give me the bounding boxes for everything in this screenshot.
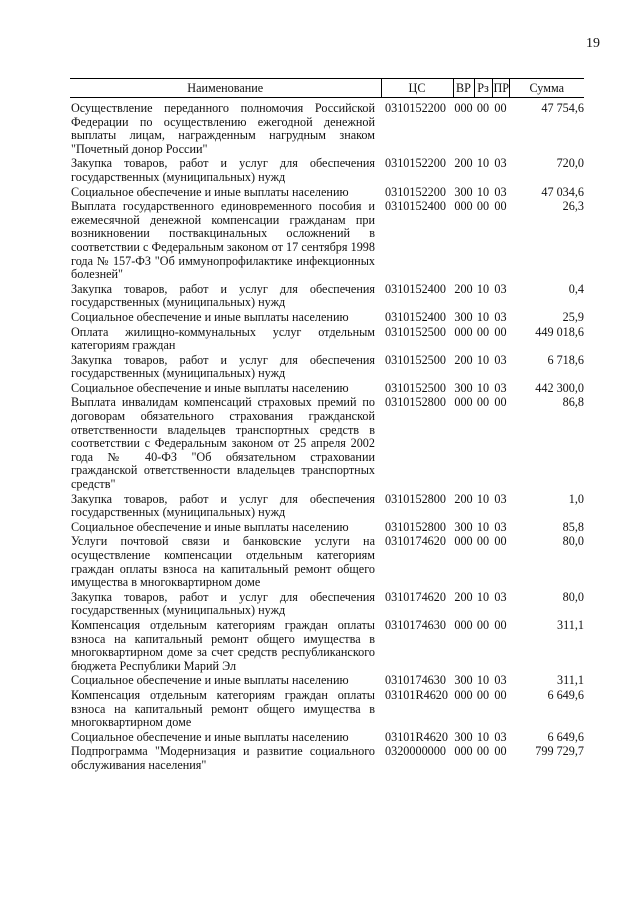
table-row	[70, 674, 584, 689]
row-rz: 10	[476, 380, 490, 395]
row-vr: 300	[454, 380, 473, 395]
row-pr: 00	[494, 617, 507, 632]
row-code: 03101R4620	[385, 687, 448, 702]
row-pr: 03	[494, 519, 507, 534]
header-vr: ВР	[453, 79, 474, 98]
row-sum: 47 754,6	[541, 101, 584, 115]
row-code: 0310174620	[385, 589, 446, 604]
row-name: Закупка товаров, работ и услуг для обеспечения государственных (муниципальных) нужд	[71, 156, 375, 184]
row-code: 0310174630	[385, 617, 446, 632]
row-rz: 10	[476, 519, 490, 534]
row-sum: 311,1	[557, 673, 584, 688]
row-pr: 03	[494, 491, 507, 506]
table-row	[70, 354, 584, 382]
row-name: Закупка товаров, работ и услуг для обеспечения государственных (муниципальных) нужд	[71, 352, 375, 381]
row-code: 0310152500	[385, 352, 446, 367]
row-vr: 000	[454, 395, 473, 410]
row-pr: 03	[494, 589, 507, 604]
table-header	[70, 79, 584, 98]
row-pr: 03	[494, 156, 507, 171]
row-code: 0310152200	[385, 184, 446, 199]
row-rz: 00	[476, 534, 490, 549]
row-rz: 10	[476, 281, 490, 296]
row-vr: 000	[454, 687, 473, 702]
row-vr: 200	[454, 491, 473, 506]
row-pr: 03	[494, 352, 507, 367]
row-sum: 442 300,0	[535, 380, 584, 395]
header-pr: ПР	[492, 79, 509, 98]
table-row	[70, 591, 584, 619]
row-rz: 10	[476, 309, 490, 324]
row-pr: 00	[494, 744, 507, 759]
row-pr: 03	[494, 281, 507, 296]
table-row	[70, 689, 584, 731]
row-vr: 200	[454, 589, 473, 604]
row-vr: 000	[454, 617, 473, 632]
table-row	[70, 186, 584, 201]
row-name: Компенсация отдельным категориям граждан оплаты взноса на капитальный ремонт общего имущества в многоквартирном доме	[71, 687, 375, 730]
row-code: 0320000000	[385, 744, 446, 759]
row-sum: 80,0	[562, 589, 584, 604]
table-row	[70, 619, 584, 674]
row-name: Выплата инвалидам компенсаций страховых премий по договорам обязательного страхования гражданской ответственности владельцев транспортных средств в соответствии с Федеральным законом от 25 апреля 2002 года № 40-ФЗ "Об обязательном страховании гражданской ответственности владельцев транспортных средств"	[71, 395, 375, 492]
table-row	[70, 98, 584, 158]
row-rz: 10	[476, 729, 490, 744]
row-code: 0310152800	[385, 395, 446, 410]
header-sum: Сумма	[509, 79, 584, 98]
row-name: Социальное обеспечение и иные выплаты населению	[71, 380, 349, 395]
row-vr: 300	[454, 729, 473, 744]
row-name: Социальное обеспечение и иные выплаты населению	[71, 309, 349, 324]
header-cs: ЦС	[381, 79, 453, 98]
row-code: 0310174620	[385, 534, 446, 549]
row-sum: 47 034,6	[541, 184, 584, 199]
row-code: 0310152200	[385, 156, 446, 171]
row-sum: 449 018,6	[535, 324, 584, 339]
row-vr: 200	[454, 281, 473, 296]
row-name: Закупка товаров, работ и услуг для обеспечения государственных (муниципальных) нужд	[71, 281, 375, 310]
row-rz: 10	[476, 156, 490, 171]
budget-table	[70, 78, 584, 774]
row-vr: 200	[454, 352, 473, 367]
table-row	[70, 326, 584, 354]
row-name: Социальное обеспечение и иные выплаты населению	[71, 729, 349, 744]
row-code: 0310152200	[385, 101, 446, 115]
row-pr: 03	[494, 673, 507, 688]
table-row	[70, 493, 584, 521]
row-name: Компенсация отдельным категориям граждан оплаты взноса на капитальный ремонт общего имущества в многоквартирном доме за счет средств республиканского бюджета Республики Марий Эл	[71, 617, 375, 673]
row-pr: 03	[494, 309, 507, 324]
row-vr: 000	[454, 101, 473, 115]
header-name: Наименование	[70, 79, 381, 98]
row-code: 0310152400	[385, 309, 446, 324]
table-row	[70, 157, 584, 185]
row-pr: 00	[494, 324, 507, 339]
row-name: Социальное обеспечение и иные выплаты населению	[71, 184, 349, 199]
row-name: Социальное обеспечение и иные выплаты населению	[71, 519, 349, 534]
row-pr: 00	[494, 395, 507, 410]
row-pr: 03	[494, 729, 507, 744]
row-sum: 25,9	[562, 309, 584, 324]
row-pr: 03	[494, 380, 507, 395]
row-vr: 000	[454, 324, 473, 339]
row-name: Подпрограмма "Модернизация и развитие социального обслуживания населения"	[71, 744, 375, 772]
row-sum: 80,0	[562, 534, 584, 549]
row-sum: 85,8	[562, 519, 584, 534]
row-vr: 000	[454, 199, 473, 214]
row-vr: 000	[454, 744, 473, 759]
row-rz: 00	[476, 324, 490, 339]
table-body	[70, 98, 584, 774]
table-row	[70, 731, 584, 746]
table-row	[70, 311, 584, 326]
row-rz: 00	[476, 744, 490, 759]
row-pr: 03	[494, 184, 507, 199]
row-name: Закупка товаров, работ и услуг для обеспечения государственных (муниципальных) нужд	[71, 589, 375, 618]
row-vr: 300	[454, 309, 473, 324]
row-name: Осуществление переданного полномочия Российской Федерации по осуществлению ежегодной денежной выплаты лицам, награжденным нагрудным знаком "Почетный донор России"	[71, 101, 375, 156]
row-pr: 00	[494, 199, 507, 214]
row-rz: 10	[476, 352, 490, 367]
row-rz: 10	[476, 589, 490, 604]
row-rz: 00	[476, 101, 490, 115]
row-vr: 000	[454, 534, 473, 549]
row-rz: 10	[476, 184, 490, 199]
row-sum: 799 729,7	[535, 744, 584, 759]
row-pr: 00	[494, 687, 507, 702]
row-vr: 300	[454, 673, 473, 688]
table-row	[70, 745, 584, 773]
row-code: 0310152800	[385, 519, 446, 534]
row-sum: 0,4	[568, 281, 584, 296]
row-rz: 10	[476, 673, 490, 688]
page-number: 19	[586, 36, 600, 51]
row-code: 0310152500	[385, 324, 446, 339]
row-code: 0310152400	[385, 199, 446, 214]
row-sum: 6 649,6	[547, 687, 584, 702]
table-row	[70, 283, 584, 311]
row-sum: 6 649,6	[547, 729, 584, 744]
row-sum: 311,1	[557, 617, 584, 632]
row-code: 0310152400	[385, 281, 446, 296]
row-sum: 1,0	[568, 491, 584, 506]
row-vr: 200	[454, 156, 473, 171]
row-code: 0310174630	[385, 673, 446, 688]
row-code: 0310152800	[385, 491, 446, 506]
row-name: Выплата государственного единовременного пособия и ежемесячной денежной компенсации гражданам при возникновении поствакцинальных осложнений в соответствии с Федеральным законом от 17 сентября 1998 года № 157-ФЗ "Об иммунопрофилактике инфекционных болезней"	[71, 199, 375, 282]
row-sum: 720,0	[556, 156, 584, 171]
row-pr: 00	[494, 534, 507, 549]
row-pr: 00	[494, 101, 507, 115]
row-rz: 00	[476, 199, 490, 214]
row-name: Услуги почтовой связи и банковские услуги на осуществление компенсации отдельным категориям граждан оплаты взноса на капитальный ремонт общего имущества в многоквартирном доме	[71, 534, 375, 590]
row-vr: 300	[454, 519, 473, 534]
row-name: Оплата жилищно-коммунальных услуг отдельным категориям граждан	[71, 324, 375, 353]
row-code: 0310152500	[385, 380, 446, 395]
row-sum: 6 718,6	[547, 352, 584, 367]
row-name: Закупка товаров, работ и услуг для обеспечения государственных (муниципальных) нужд	[71, 491, 375, 520]
table-row	[70, 200, 584, 283]
row-rz: 00	[476, 617, 490, 632]
table-row	[70, 382, 584, 397]
row-sum: 86,8	[562, 395, 584, 410]
row-rz: 00	[476, 687, 490, 702]
row-vr: 300	[454, 184, 473, 199]
table-row	[70, 521, 584, 536]
row-sum: 26,3	[562, 199, 584, 214]
row-name: Социальное обеспечение и иные выплаты населению	[71, 673, 349, 688]
row-rz: 10	[476, 491, 490, 506]
table-row	[70, 535, 584, 590]
row-code: 03101R4620	[385, 729, 448, 744]
table-row	[70, 396, 584, 492]
header-rz: Рз	[474, 79, 492, 98]
row-rz: 00	[476, 395, 490, 410]
